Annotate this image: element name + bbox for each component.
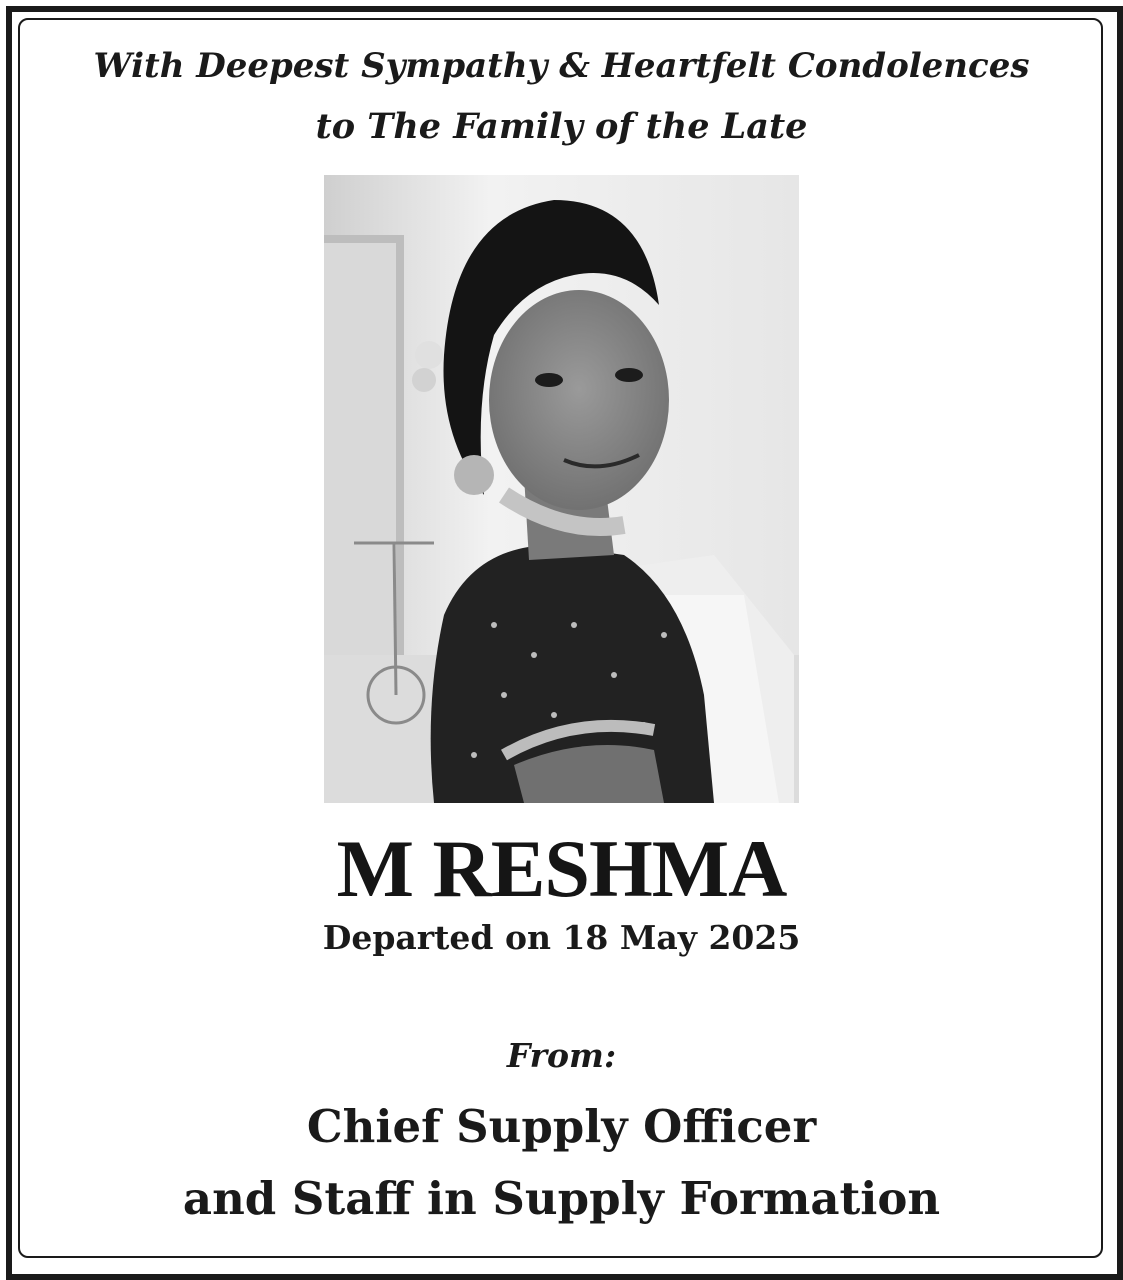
deceased-name: M RESHMA — [336, 823, 787, 914]
portrait-photo — [324, 175, 799, 803]
portrait-illustration — [324, 175, 799, 803]
from-label: From: — [506, 1036, 617, 1075]
departed-date: Departed on 18 May 2025 — [322, 918, 801, 957]
condolence-line-2: to The Family of the Late — [315, 106, 808, 147]
condolence-line-1: With Deepest Sympathy & Heartfelt Condolences — [93, 46, 1030, 86]
sender-line-2: and Staff in Supply Formation — [182, 1172, 941, 1225]
sender-line-1: Chief Supply Officer — [306, 1100, 817, 1153]
